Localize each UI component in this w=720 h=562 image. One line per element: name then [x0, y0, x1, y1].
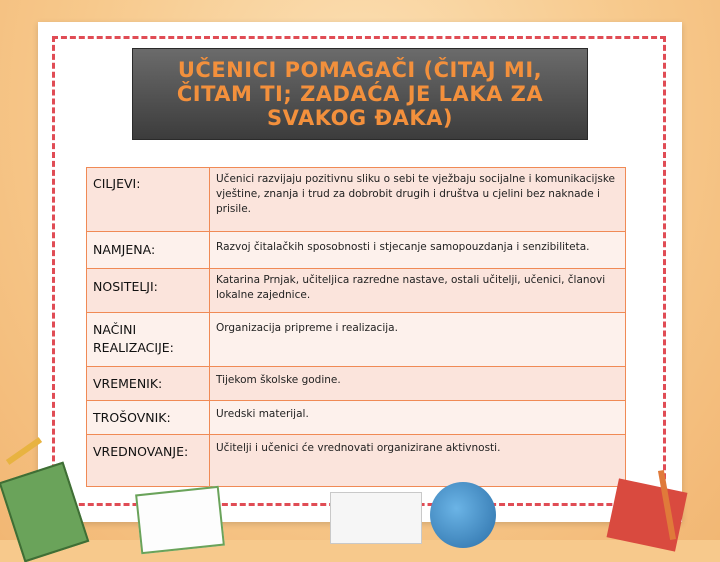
row-value: Katarina Prnjak, učiteljica razredne nastave, ostali učitelji, učenici, članovi lokalne zajednice. — [210, 269, 626, 313]
table-row — [87, 435, 626, 487]
open-book-icon — [135, 486, 225, 554]
row-value: Učenici razvijaju pozitivnu sliku o sebi te vježbaju socijalne i komunikacijske vještine, znanja i trud za dobrobit drugih i društva u cjelini bez naknade i prisile. — [210, 168, 626, 232]
globe-icon — [430, 482, 496, 548]
table-row — [87, 269, 626, 313]
notebook-icon — [330, 492, 422, 544]
table-row — [87, 313, 626, 367]
table-row — [87, 367, 626, 401]
row-label: NAMJENA: — [87, 232, 210, 269]
row-label: CILJEVI: — [87, 168, 210, 232]
table-row — [87, 232, 626, 269]
title-banner — [132, 48, 588, 140]
info-table — [86, 167, 626, 487]
table-row — [87, 401, 626, 435]
row-value: Razvoj čitalačkih sposobnosti i stjecanje samopouzdanja i senzibiliteta. — [210, 232, 626, 269]
row-label: VREMENIK: — [87, 367, 210, 401]
row-label: NAČINI REALIZACIJE: — [87, 313, 210, 367]
row-value: Tijekom školske godine. — [210, 367, 626, 401]
row-label: TROŠOVNIK: — [87, 401, 210, 435]
row-value: Učitelji i učenici će vrednovati organizirane aktivnosti. — [210, 435, 626, 487]
red-book-icon — [607, 478, 688, 551]
row-label: NOSITELJI: — [87, 269, 210, 313]
page-title: UČENICI POMAGAČI (ČITAJ MI, ČITAM TI; ZADAĆA JE LAKA ZA SVAKOG ĐAKA) — [176, 58, 544, 130]
row-value: Uredski materijal. — [210, 401, 626, 435]
table-row — [87, 168, 626, 232]
row-value: Organizacija pripreme i realizacija. — [210, 313, 626, 367]
row-label: VREDNOVANJE: — [87, 435, 210, 487]
